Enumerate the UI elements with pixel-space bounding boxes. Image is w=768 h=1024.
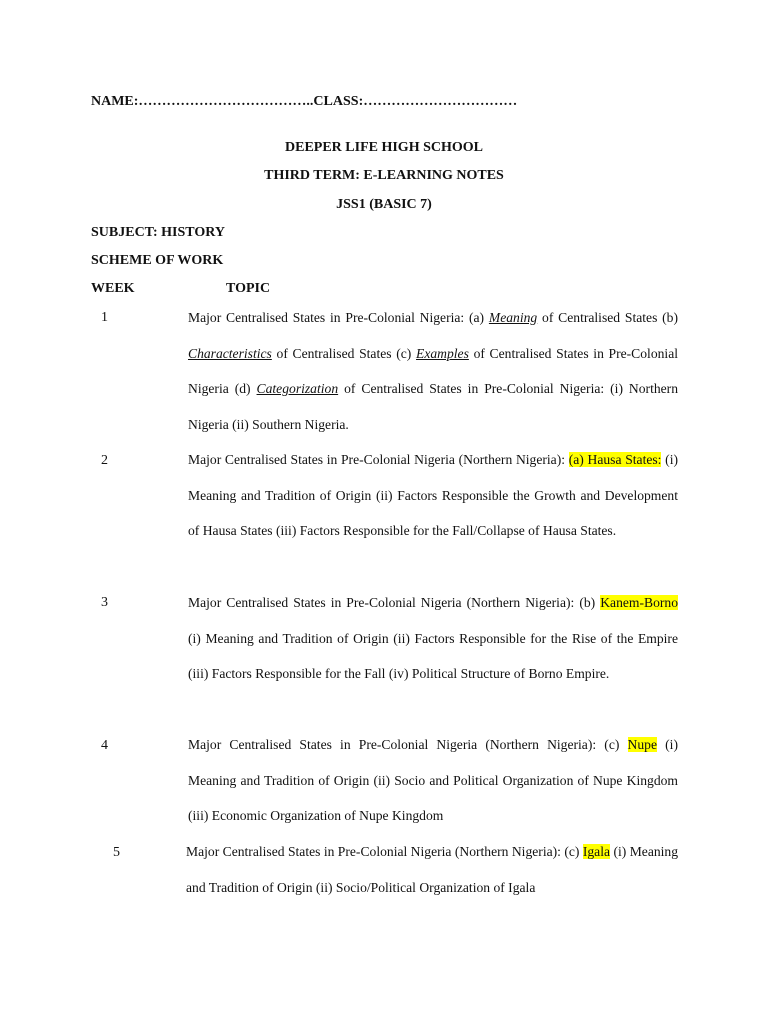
topic-text: Major Centralised States in Pre-Colonial Nigeria (Northern Nigeria): (c) bbox=[186, 844, 580, 859]
topic-text: Major Centralised States in Pre-Colonial Nigeria (Northern Nigeria): (c) bbox=[188, 737, 620, 752]
topic-term-categorization: Categorization bbox=[256, 381, 339, 396]
week-topic bbox=[188, 585, 678, 692]
highlighted-state: Nupe bbox=[627, 737, 657, 752]
school-name: DEEPER LIFE HIGH SCHOOL bbox=[285, 140, 483, 155]
term-title: THIRD TERM: E-LEARNING NOTES bbox=[264, 168, 504, 183]
week-number: 1 bbox=[101, 310, 108, 325]
week-topic bbox=[188, 727, 678, 834]
highlighted-state: (a) Hausa States: bbox=[568, 452, 662, 467]
topic-text: of Centralised States (b) bbox=[542, 310, 679, 325]
topic-text: of Centralised States in Pre-Colonial Nigeria: (i) Northern Nigeria (ii) Southern Nigeria. bbox=[188, 381, 678, 432]
scheme-line: SCHEME OF WORK bbox=[91, 253, 224, 268]
topic-term-examples: Examples bbox=[416, 345, 469, 361]
topic-text: (i) Meaning and Tradition of Origin (ii) Factors Responsible the Growth and Development of Hausa States (iii) Factors Responsible for the Fall/Collapse of Hausa States. bbox=[188, 452, 679, 538]
week-topic bbox=[188, 300, 678, 442]
topic-text: Major Centralised States in Pre-Colonial Nigeria (Northern Nigeria): (b) bbox=[188, 595, 596, 610]
topic-term-characteristics: Characteristics bbox=[188, 345, 272, 361]
topic-text: of Centralised States (c) bbox=[276, 345, 412, 361]
week-topic bbox=[188, 442, 678, 549]
class-level: JSS1 (BASIC 7) bbox=[336, 197, 432, 212]
week-header: WEEK bbox=[91, 281, 135, 296]
week-topic bbox=[186, 834, 678, 905]
week-number: 5 bbox=[113, 845, 120, 860]
subject-line: SUBJECT: HISTORY bbox=[91, 225, 225, 240]
topic-text: (i) Meaning and Tradition of Origin (ii) Socio/Political Organization of Igala bbox=[186, 844, 679, 895]
week-number: 2 bbox=[101, 453, 108, 468]
topic-term-meaning: Meaning bbox=[488, 310, 538, 325]
topic-text: (i) Meaning and Tradition of Origin (ii) Factors Responsible for the Rise of the Empire (iii) Factors Responsible for the Fall (iv) Political Structure of Borno Empire. bbox=[188, 630, 678, 681]
week-number: 4 bbox=[101, 738, 108, 753]
highlighted-state: Kanem-Borno bbox=[600, 595, 679, 610]
name-class-line: NAME:………………………………..CLASS:…………………………… bbox=[91, 94, 518, 109]
topic-text: Major Centralised States in Pre-Colonial Nigeria: (a) bbox=[188, 310, 485, 325]
topic-text: Major Centralised States in Pre-Colonial Nigeria (Northern Nigeria): bbox=[188, 452, 566, 467]
topic-header: TOPIC bbox=[226, 281, 271, 296]
week-number: 3 bbox=[101, 595, 108, 610]
highlighted-state: Igala bbox=[582, 844, 611, 859]
topic-text: of Centralised States in Pre-Colonial Nigeria (d) bbox=[188, 345, 679, 396]
topic-text: (i) Meaning and Tradition of Origin (ii) Socio and Political Organization of Nupe Kingdom (iii) Economic Organization of Nupe Kingdom bbox=[188, 737, 678, 823]
